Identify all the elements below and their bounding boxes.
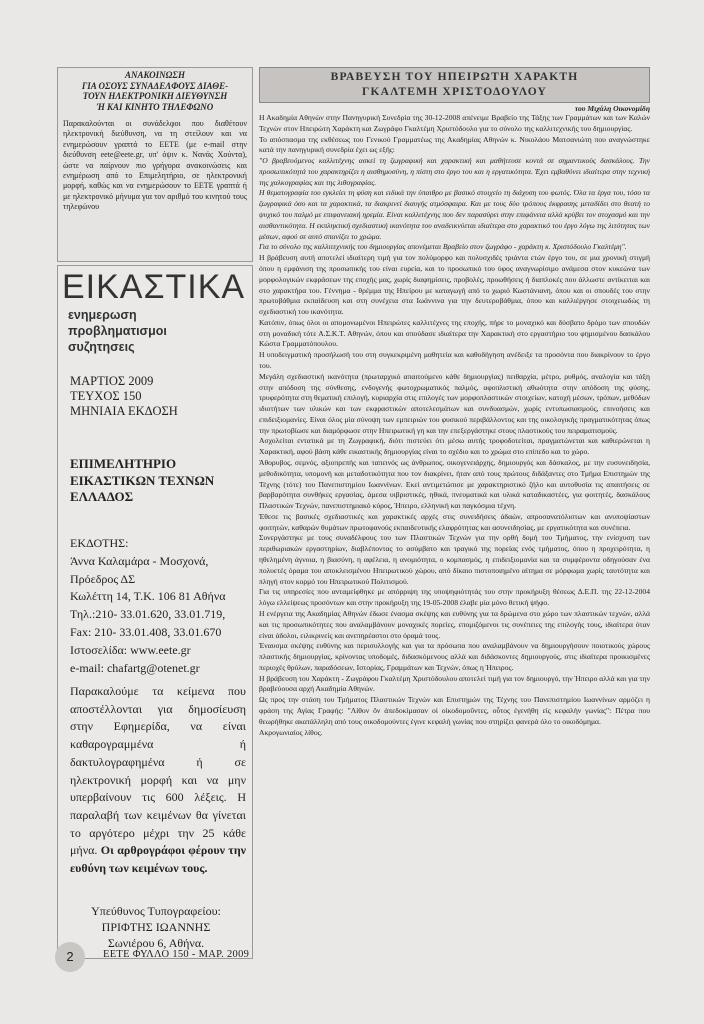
notice-title-line: ΑΝΑΚΟΙΝΩΣΗ — [125, 70, 185, 80]
article-paragraph: Έναυσμα σκέψης ευθύνης και περισυλλογής και για τα πρόσωπα που αναλαμβάνουν να δημιουργήσουν ποιοτικούς χώρους πλαστικής δημιουργίας, κρίνοντας υποδομές, διδασκόμενους αλλά και διδάσκοντες δημιουργούς, στις ιδιαίτερα προικισμένες περιοχές θρύλων, παραδόσεων, Ιστορίας, Γραμμάτων και Τεχνών, όπως η Ήπειρος. — [259, 641, 650, 672]
chamber-line: ΕΙΚΑΣΤΙΚΩΝ ΤΕΧΝΩΝ — [70, 472, 215, 488]
publisher-info — [70, 535, 226, 677]
article-paragraph: Ακρογωνιαίος λίθος. — [259, 727, 323, 737]
chamber-line: ΕΛΛΑΔΟΣ — [70, 489, 134, 504]
masthead-subtitle: προβληματισμοι — [68, 324, 167, 338]
article-paragraph: Το απόσπασμα της εκθέσεως του Γενικού Γραμματέως της Ακαδημίας Αθηνών κ. Νικολάου Ματσανιώτη που αναγνώστηκε κατά την πανηγυρική συνεδρία έχει ως εξής: — [259, 134, 650, 155]
article-paragraph: Η βράβευση αυτή αποτελεί ιδιαίτερη τιμή για τον πολύμορφο και πολυσχιδές τριάντα ετών έργο του, σε μια χρονική στιγμή όπου η εμφάνιση της προσωπικής του είναι ευρεία, και το προσωπικό του ύφος αναγνωρίσιμο ανάμεσα στον κυκεώνα των μορφολογικών εκφράσεων της εποχής μας, χωρίς διαφημίσεις, προβολές, προωθήσεις ή διαπλοκές που άλλωστε αντίκειται και στο χαρακτήρα του. Γέννημα - θρέμμα της Ηπείρου με καταγωγή από το χωριό Κωστάνιανη, όπου και οι σπουδές του στην πρωτοβάθμια εκπαίδευση και στη συνέχεια στα Ιωάννινα για την δευτεροβάθμια, όπου και καλλιέργησε στοιχειωδώς τη σχεδιαστική του ικανότητα. — [259, 253, 650, 317]
footer-text: ΕΕΤΕ ΦΥΛΛΟ 150 - ΜΑΡ. 2009 — [103, 949, 250, 960]
article-paragraph: Για το σύνολο της καλλιτεχνικής του δημιουργίας απονέμεται Βραβείο στον ζωγράφο - χαράκτη κ. Χριστόδουλο Γκαλτέμη". — [259, 242, 627, 252]
notice-box — [57, 67, 253, 262]
publisher-email: e-mail: chafartg@otenet.gr — [70, 660, 200, 675]
chamber-name — [70, 456, 214, 506]
article-paragraph: Έθεσε τις βασικές σχεδιαστικές και χαρακτικές αρχές στις συνειδήσεις άδαών, απροσανατόλιστων και ανυποψίαστων φοιτητών, καθαρών θυμάτων πρωτοφανούς εκπαιδευτικής ελαφρότητας και ασυνειδησίας, με εργατικότητα και συνέπεια. — [259, 511, 650, 532]
publisher-line: Τηλ.:210- 33.01.620, 33.01.719, — [70, 607, 226, 622]
printer-line: ΠΡΙΦΤΗΣ ΙΩΑΝΝΗΣ — [101, 920, 211, 934]
article-paragraph: Η υποδειγματική προσήλωσή του στη συγκεκριμένη μαθητεία και καθοδήγηση ανέδειξε τα προσόντα που διακρίνουν το έργο του. — [259, 350, 650, 370]
article-paragraph: Άθορυβος, σεμνός, αξιοπρεπής και ταπεινός ως άνθρωπος, οικογενειάρχης, δημιουργός και δάσκαλος, με την ευσυνειδησία, μεθοδικότητα, υπομονή και μεταδοτικότητα που τον διακρίνει, ήταν από τους πρώτους διδάξαντες στο Τμήμα Επιστημών της Τέχνης (τότε) του Πανεπιστημίου Ιωαννίνων. Εκεί αντιμετώπισε με χαρακτηριστικό ζήλο και αυτοθυσία τις απαιτήσεις σε βαρβαρότητα συνθήκες εργασίας, άμεσα υιβριστικές, ηθικά, πνευματικά και υλικά καταδικαστέες, για φοιτητές, δασκάλους Πλαστικών Τεχνών, πανεπιστημιακό κύρος, Ήπειρο, ελληνική και παγκόσμια τέχνη. — [259, 458, 650, 511]
publisher-line: Fax: 210- 33.01.408, 33.01.670 — [70, 624, 222, 639]
printer-info — [58, 903, 254, 951]
article-paragraph: "Ο βραβευόμενος καλλιτέχνης ασκεί τη ζωγραφική και χαρακτική και μαθήτευσε κοντά σε σημαντικούς δασκάλους. Την προσωπικότητά του χαρακτηρίζει η αισθημοσύνη, η πίστη στο έργο του και η εργατικότητα. Έχει εμβαθύνει ιδιαίτερα στην τεχνική της χαλκογραφίας και της λιθογραφίας. — [259, 156, 650, 187]
publisher-website: Ιστοσελίδα: www.eete.gr — [70, 642, 191, 657]
notice-title-line: ΓΙΑ ΟΣΟΥΣ ΣΥΝΑΔΕΛΦΟΥΣ ΔΙΑΘΕ- — [81, 80, 229, 91]
masthead-box — [57, 265, 253, 959]
article-paragraph: Η ενέργεια της Ακαδημίας Αθηνών έδωσε ένασμα σκέψης και ευθύνης για τα δρώμενα στο χώρο των πλαστικών τεχνών, αλλά και τις προσωπικότητες που αναλαμβάνουν μοναχικές πορείες, επομιζόμενοι τις συνέπειες της επιλογής τους, ιδιαίτερα όταν είναι άδολοι, ειλικρινείς και ανεπηρέαστοι στο όραμά τους. — [259, 608, 650, 640]
page-number: 2 — [55, 942, 85, 972]
submission-note — [70, 683, 246, 878]
masthead-subtitles — [68, 307, 167, 355]
publisher-line: ΕΚΔΟΤΗΣ: — [70, 536, 129, 550]
issue-line: ΜΗΝΙΑΙΑ ΕΚΔΟΣΗ — [70, 404, 178, 418]
article-paragraph: Ως προς την στάση του Τμήματος Πλαστικών Τεχνών και Επιστημών της Τέχνης του Πανεπιστημίου Ιωαννίνων αρμόζει η φράση της Αγίας Γραφής: "Λίθον ὃν ἀπεδοκίμασαν οἱ οἰκοδομοῦντες, οὗτος ἐγενήθη εἰς κεφαλὴν γωνίας": Πέτρα που θεωρήθηκε ακατάλληλη από τους οικοδομούντες έγινε κεφαλή γωνίας που στηρίζει φανερά όλο το οικοδόμημα. — [259, 695, 650, 726]
notice-title — [63, 70, 247, 112]
article-paragraph: Η Ακαδημία Αθηνών στην Πανηγυρική Συνεδρία της 30-12-2008 απένειμε Βραβείο της Τάξης των Γραμμάτων και των Καλών Τεχνών στον Ηπειρώτη Χαράκτη και Ζωγράφο Γκαλτέμη Χριστόδουλο για το σύνολο της καλλιτεχνικής του δημιουργίας. — [259, 113, 650, 133]
submission-text: Παρακαλούμε τα κείμενα που αποστέλλονται για δημοσίευση στην Εφημερίδα, να είναι καθαρογραμμένα ή δακτυλογραφημένα ή σε ηλεκτρονική μορφή και να μην υπερβαίνουν τις 600 λέξεις. Η παραλαβή των κειμένων θα γίνεται το αργότερο μέχρι την 25 κάθε μήνα. — [70, 684, 246, 858]
masthead-subtitle: ενημερωση — [68, 308, 137, 322]
submission-disclaimer: Οι αρθρογράφοι φέρουν την ευθύνη των κειμένων τους. — [70, 843, 246, 876]
article-paragraph: Κατόπιν, όπως όλοι οι απομονωμένοι Ηπειρώτες καλλιτέχνες της εποχής, πήρε το μοναχικό και δύσβατο δρόμο των σπουδών στη μοναδική τότε Α.Σ.Κ.Τ. Αθηνών, όπου και σπούδασε ιδιαίτερα την Χαρακτική στο εργαστήριο του φημισμένου δασκάλου Κώστα Γραμματόπουλου. — [259, 317, 650, 349]
publisher-line: Κωλέττη 14, Τ.Κ. 106 81 Αθήνα — [70, 589, 226, 604]
issue-info — [70, 374, 178, 419]
article-paragraph: Ασχολείται εντατικά με τη Ζωγραφική, διότι πιστεύει ότι μέσω αυτής τροφοδοτείται, πραγματώνεται και καθιερώνεται η Χαρακτική, αφού βάση κάθε εικαστικής δημιουργίας είναι το σχέδιο και το χρώμα στο επίπεδο και το χώρο. — [259, 436, 650, 457]
notice-body: Παρακαλούνται οι συνάδελφοι που διαθέτουν ηλεκτρονική διεύθυνση, να τη στείλουν και να ενημερώσουν γραπτά το ΕΕΤΕ (με e-mail στην διεύθυνση eete@eete.gr, υπ' όψιν κ. Νανάς Χούντα), ώστε να παίρνουν πιο γρήγορα ανακοινώσεις και ενημέρωση από το Επιμελητήριο, σε ηλεκτρονική μορφή, καθώς και να ενημερώσουν το ΕΕΤΕ γραπτά ή με ηλεκτρονικό μήνυμα για τον αριθμό του κινητού τους τηλεφώνου — [63, 119, 247, 212]
issue-line: ΜΑΡΤΙΟΣ 2009 — [70, 374, 154, 388]
article-paragraph: Η βράβευση του Χαράκτη - Ζωγράφου Γκαλτέμη Χριστόδουλου αποτελεί τιμή για τον δημιουργό, την Ήπειρο αλλά και για την βραβεύουσα αρχή Ακαδημία Αθηνών. — [259, 673, 650, 694]
article-body — [259, 113, 650, 738]
chamber-line: ΕΠΙΜΕΛΗΤΗΡΙΟ — [70, 456, 177, 471]
issue-line: ΤΕΥΧΟΣ 150 — [70, 389, 142, 403]
printer-line: Υπεύθυνος Τυπογραφείου: — [91, 904, 221, 918]
article-title-line: ΒΡΑΒΕΥΣΗ ΤΟΥ ΗΠΕΙΡΩΤΗ ΧΑΡΑΚΤΗ — [330, 71, 579, 83]
masthead-subtitle: συζητησεις — [68, 340, 135, 354]
article-title-line: ΓΚΑΛΤΕΜΗ ΧΡΙΣΤΟΔΟΥΛΟΥ — [361, 85, 548, 98]
publisher-line: Πρόεδρος ΔΣ — [70, 571, 136, 586]
printer-line: Σωνιέρου 6, Αθήνα. — [107, 936, 205, 950]
article-paragraph: Συνεργάστηκε με τους συναδέλφους του των Πλαστικών Τεχνών για την ορθή δομή του Τμήματος, την ενίσχυση των περιθωριακών εργαστηρίων, διαβλέποντας το ασύμβατο και τραγικό της πορείας ενός τμήματος, όπου η προχειρότητα, η ηθελημένη άγνοια, η βιασύνη, η αφέλεια, η ανομιότητα, ο κομπασμός, η επιδειξιομανία και τα συμφέροντα οδηγούσαν ένα πολυετές όραμα του αποκλεισμένου Ηπειρωτικού χώρου, από δίκαιο πιστοποιημένο αίτημα σε μόρφωμα χωρίς ταυτότητα και πληγή στον κορμό του Ηπειρωτικού Πολιτισμού. — [259, 533, 650, 586]
notice-title-line: ΤΟΥΝ ΗΛΕΚΤΡΟΝΙΚΗ ΔΙΕΥΘΥΝΣΗ — [82, 91, 228, 101]
article-byline: του Μιχάλη Οικονομίδη — [574, 104, 650, 113]
article-paragraph: Για τις υπηρεσίες που ανταμείφθηκε με απόρριψη της υποψηφιότητάς του στην προκήρυξη θέσεως Δ.Ε.Π. της 22-12-2004 λόγω ελλείψεως προσόντων και στην προκήρυξη της 19-05-2008 έλαβε μία μόνο θετική ψήφο. — [259, 587, 650, 608]
masthead-title: ΕΙΚΑΣΤΙΚΑ — [62, 268, 246, 306]
notice-title-line: Ή ΚΑΙ ΚΙΝΗΤΟ ΤΗΛΕΦΩΝΟ — [96, 101, 214, 112]
article-paragraph: Μεγάλη σχεδιαστική ικανότητα (πρωταρχικό απαιτούμενο κάθε δημιουργίας) πειθαρχία, μέτρο, ρυθμός, αναλογία και τάξη στην απόδοση της σύνθεσης, ενδογενής φωτοχρωματικός παλμός, αφοπλιστική αθωότητα στην απόδοση της φύσης, τρυφερότητα στη θεματική επιλογή, κυριαρχία στις επιλογές των μορφοπλαστικών στοιχείων, κατοχή μέσων, τρόπων, μεθόδων ιδιοτήτων των υλικών και των εκφραστικών αποτελεσμάτων και συνδυασμών, χωρίς εντυπωσιασμούς, επινοήσεις και επιδειξιομανίες. Είναι όλος μία σύνοψη των εμπειριών του φυσικού περιβάλλοντος και της οικολογικής πραγματικότητας όπως την πρωτοβίωσε και διαμόρφωσε στην Ηπειρωτική γη και την επεξεργάστηκε στους πλαστικούς του πειραματισμούς. — [259, 371, 650, 435]
publisher-line: Άννα Καλαμάρα - Μοσχονά, — [70, 553, 209, 568]
article-banner — [259, 67, 650, 103]
article-paragraph: Η θεματογραφία του εγκλείει τη φύση και ειδικά την ύπαιθρο με βασικό στοιχείο τη διάχυση του φωτός. Όλα τα έργα του, τόσο τα ζωγραφικά όσο και τα χαρακτικά, τα διακρινεί διαυγής ατμόσφαιρα. Και με τους δύο τρόπους έκφρασης μεταδίδει στο θεατή το ψυχικό του παλμό με επιφανειακή ηρεμία. Είναι καλλιτέχνης που δεν παρασύρει στην επιφάνεια αλλά κρύβει τον στοχασμό και την αισθαντικότητα. Η εκπληκτική σχεδιαστική ικανότητα του αναδεικνύεται ιδιαίτερα στο χαρακτικό του έργο λόγω της λιτότητας των μέσων, αφού σε αυτό σπανίζει το χρώμα. — [259, 188, 650, 241]
